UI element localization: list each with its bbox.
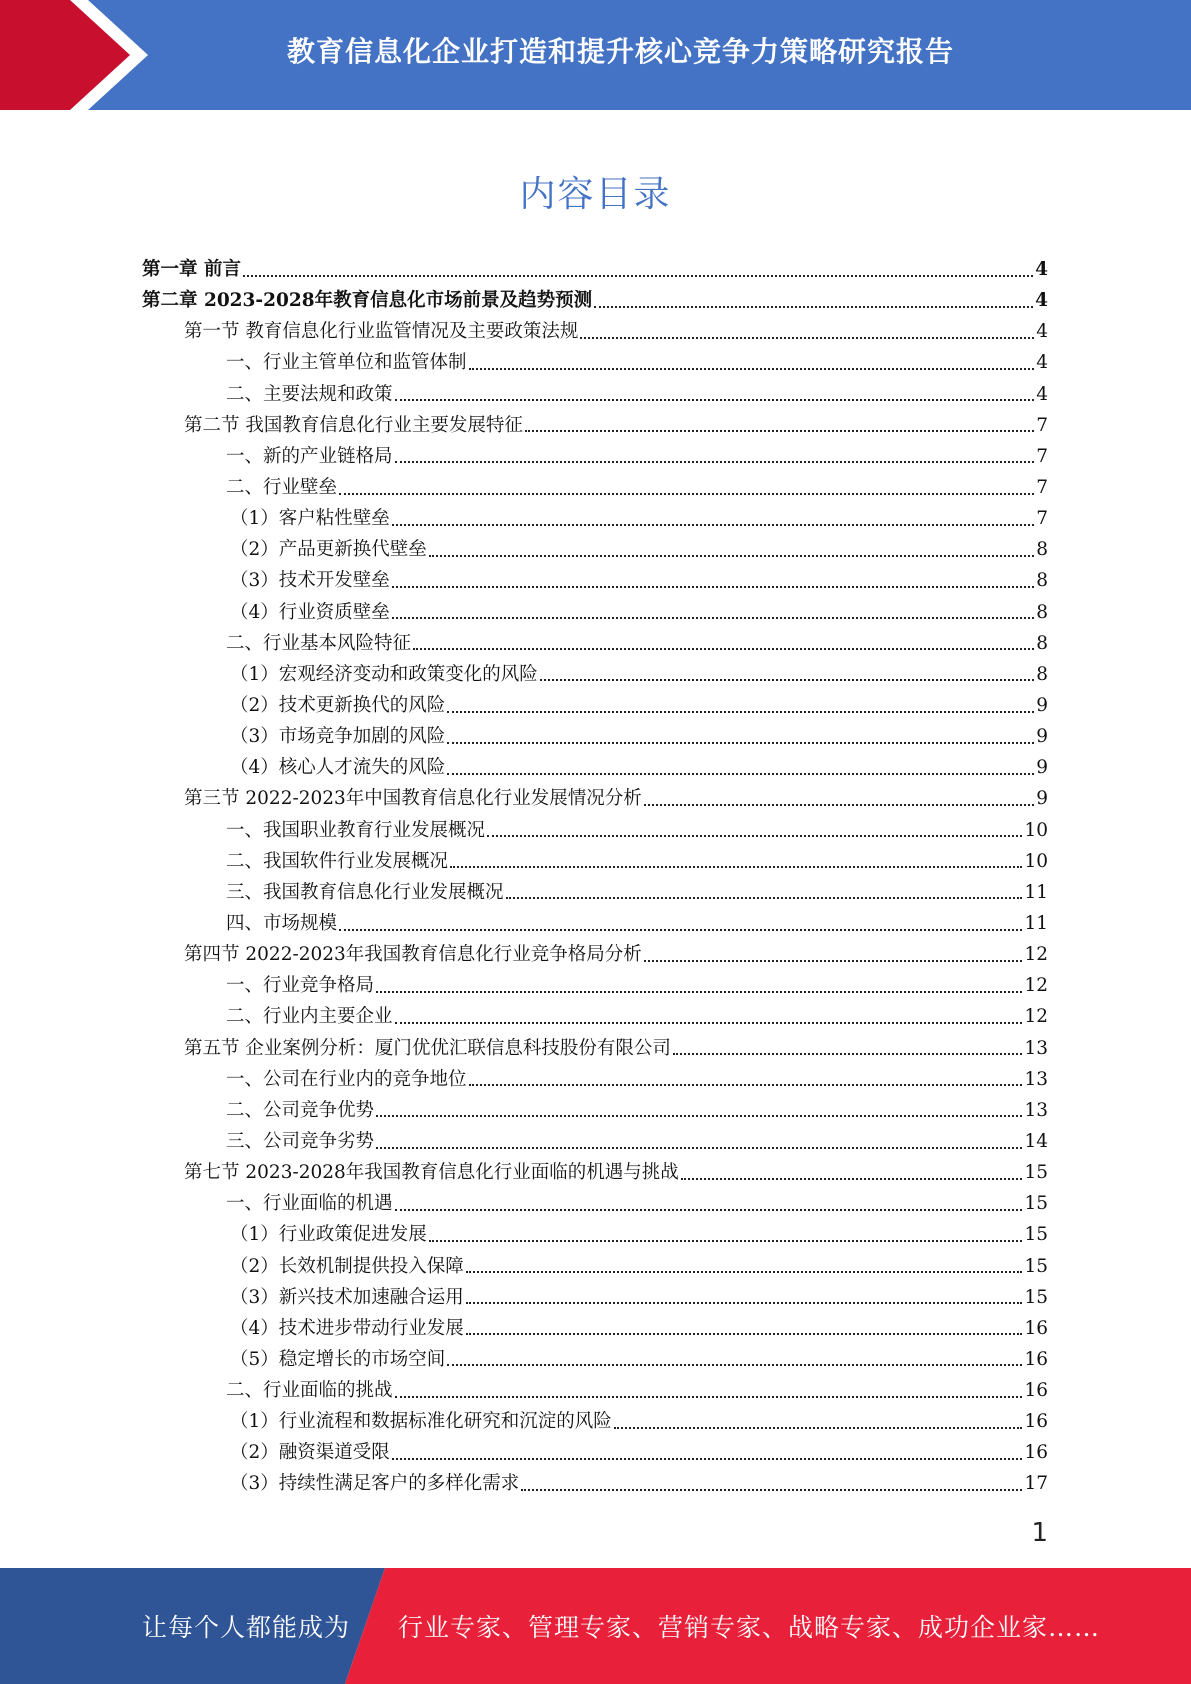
toc-entry-page: 16 [1024,1348,1048,1370]
toc-entry[interactable] [142,1313,1048,1344]
toc-entry[interactable] [142,1188,1048,1219]
toc-dot-leader [450,866,1022,868]
toc-entry-label: （1）宏观经济变动和政策变化的风险 [230,663,538,685]
toc-entry-page: 13 [1024,1037,1048,1059]
toc-entry-page: 4 [1036,352,1048,374]
toc-entry-page: 7 [1036,476,1048,498]
toc-dot-leader [594,306,1033,308]
toc-entry-label: （1）行业政策促进发展 [230,1224,427,1246]
toc-entry[interactable] [142,783,1048,814]
toc-entry[interactable] [142,1406,1048,1437]
toc-entry-label: 第五节 企业案例分析：厦门优优汇联信息科技股份有限公司 [184,1037,671,1059]
page-number: 1 [1031,1518,1048,1548]
toc-entry-label: （3）新兴技术加速融合运用 [230,1286,464,1308]
toc-entry-page: 9 [1036,757,1048,779]
toc-entry-page: 13 [1024,1099,1048,1121]
toc-entry-label: 二、我国软件行业发展概况 [226,850,449,872]
toc-dot-leader [447,773,1034,775]
toc-dot-leader [376,1147,1022,1149]
toc-entry-label: 一、公司在行业内的竞争地位 [226,1068,467,1090]
toc-dot-leader [395,461,1035,463]
toc-entry-page: 11 [1024,881,1048,903]
toc-entry[interactable] [142,347,1048,378]
toc-dot-leader [339,493,1034,495]
toc-entry-label: 四、市场规模 [226,912,338,934]
toc-entry-label: （4）技术进步带动行业发展 [230,1317,464,1339]
footer-band [0,1568,1191,1684]
toc-dot-leader [413,648,1034,650]
toc-dot-leader [469,1084,1023,1086]
toc-dot-leader [447,1364,1022,1366]
toc-entry-page: 9 [1036,694,1048,716]
toc-dot-leader [466,1333,1023,1335]
toc-entry-page: 15 [1024,1255,1048,1277]
toc-entry[interactable] [142,565,1048,596]
toc-dot-leader [395,1396,1023,1398]
toc-entry-label: 一、行业主管单位和监管体制 [226,352,467,374]
toc-entry[interactable] [142,939,1048,970]
table-of-contents [142,254,1048,1500]
toc-dot-leader [521,1489,1022,1491]
header-band [0,0,1191,110]
toc-entry[interactable] [142,690,1048,721]
toc-entry-page: 12 [1024,944,1048,966]
toc-entry-label: 一、行业竞争格局 [226,975,375,997]
toc-entry-label: 一、新的产业链格局 [226,445,393,467]
toc-entry-label: （2）产品更新换代壁垒 [230,539,427,561]
toc-entry-page: 12 [1024,1006,1048,1028]
toc-entry-label: （3）市场竞争加剧的风险 [230,726,446,748]
toc-dot-leader [466,1271,1023,1273]
toc-entry-label: 二、行业基本风险特征 [226,632,412,654]
toc-entry-page: 4 [1035,259,1048,280]
toc-dot-leader [447,742,1034,744]
toc-entry[interactable] [142,254,1048,285]
toc-entry-label: 三、我国教育信息化行业发展概况 [226,881,504,903]
toc-dot-leader [644,804,1034,806]
toc-heading: 内容目录 [519,174,672,215]
toc-entry-page: 7 [1036,445,1048,467]
toc-entry-label: （5）稳定增长的市场空间 [230,1348,446,1370]
toc-dot-leader [429,1240,1023,1242]
toc-entry-page: 4 [1035,290,1048,312]
toc-entry-label: （4）行业资质壁垒 [230,601,390,623]
toc-dot-leader [376,1115,1022,1117]
toc-entry[interactable] [142,1095,1048,1126]
toc-entry-page: 11 [1024,912,1048,934]
toc-dot-leader [395,1022,1023,1024]
toc-entry-label: 二、行业内主要企业 [226,1006,393,1028]
toc-dot-leader [614,1427,1023,1429]
toc-dot-leader [525,430,1034,432]
toc-entry-page: 8 [1036,632,1048,654]
toc-dot-leader [392,617,1034,619]
toc-entry[interactable] [142,503,1048,534]
toc-dot-leader [429,555,1034,557]
toc-entry-label: （1）客户粘性壁垒 [230,508,390,530]
toc-entry[interactable] [142,1344,1048,1375]
toc-entry[interactable] [142,752,1048,783]
toc-entry-label: 第二章 2023-2028年教育信息化市场前景及趋势预测 [142,290,593,312]
toc-entry-page: 15 [1024,1286,1048,1308]
toc-entry-label: 二、公司竞争优势 [226,1099,375,1121]
toc-dot-leader [506,897,1023,899]
toc-entry[interactable] [142,472,1048,503]
toc-entry[interactable] [142,1064,1048,1095]
toc-entry-page: 15 [1024,1193,1048,1215]
toc-entry-page: 10 [1024,819,1048,841]
toc-dot-leader [395,399,1035,401]
toc-entry-page: 7 [1036,414,1048,436]
toc-entry[interactable] [142,1251,1048,1282]
toc-dot-leader [243,275,1033,277]
toc-entry-label: （3）持续性满足客户的多样化需求 [230,1473,520,1495]
toc-entry-label: 三、公司竞争劣势 [226,1130,375,1152]
toc-entry[interactable] [142,316,1048,347]
toc-entry[interactable] [142,815,1048,846]
toc-entry-label: 第二节 我国教育信息化行业主要发展特征 [184,414,523,436]
toc-entry[interactable] [142,597,1048,628]
toc-entry[interactable] [142,285,1048,316]
toc-dot-leader [392,1458,1023,1460]
toc-entry-page: 9 [1036,788,1048,810]
toc-dot-leader [681,1178,1023,1180]
toc-entry[interactable] [142,1033,1048,1064]
toc-entry-label: 一、我国职业教育行业发展概况 [226,819,486,841]
toc-entry[interactable] [142,877,1048,908]
toc-dot-leader [540,679,1034,681]
toc-entry[interactable] [142,1437,1048,1468]
toc-entry-label: 一、行业面临的机遇 [226,1193,393,1215]
toc-entry-label: 第一章 前言 [142,259,241,280]
toc-entry-page: 17 [1024,1473,1048,1495]
toc-entry-page: 16 [1024,1380,1048,1402]
toc-dot-leader [487,835,1022,837]
toc-entry-page: 15 [1024,1224,1048,1246]
toc-entry[interactable] [142,1126,1048,1157]
toc-entry[interactable] [142,1282,1048,1313]
toc-entry-page: 13 [1024,1068,1048,1090]
toc-entry-page: 8 [1036,663,1048,685]
toc-entry-label: （4）核心人才流失的风险 [230,757,446,779]
toc-dot-leader [392,524,1034,526]
toc-dot-leader [392,586,1034,588]
toc-entry[interactable] [142,970,1048,1001]
toc-entry[interactable] [142,659,1048,690]
toc-entry-page: 9 [1036,726,1048,748]
toc-entry[interactable] [142,846,1048,877]
toc-dot-leader [466,1302,1023,1304]
toc-entry-label: （2）融资渠道受限 [230,1442,390,1464]
toc-entry-page: 16 [1024,1442,1048,1464]
toc-entry-page: 15 [1024,1162,1048,1184]
toc-entry-page: 8 [1036,570,1048,592]
toc-entry-page: 16 [1024,1317,1048,1339]
toc-entry-page: 4 [1036,383,1048,405]
toc-entry-label: 第七节 2023-2028年我国教育信息化行业面临的机遇与挑战 [184,1162,679,1184]
toc-dot-leader [580,337,1034,339]
toc-entry[interactable] [142,908,1048,939]
toc-entry-label: （2）技术更新换代的风险 [230,694,446,716]
toc-entry[interactable] [142,1157,1048,1188]
toc-entry-label: 二、主要法规和政策 [226,383,393,405]
toc-entry-label: （1）行业流程和数据标准化研究和沉淀的风险 [230,1411,612,1433]
toc-entry-page: 16 [1024,1411,1048,1433]
toc-entry[interactable] [142,1219,1048,1250]
toc-entry-page: 8 [1036,539,1048,561]
toc-dot-leader [447,711,1034,713]
toc-entry-label: 二、行业面临的挑战 [226,1380,393,1402]
toc-entry[interactable] [142,379,1048,410]
toc-entry[interactable] [142,534,1048,565]
toc-entry-page: 12 [1024,975,1048,997]
toc-entry-page: 7 [1036,508,1048,530]
toc-dot-leader [644,960,1023,962]
toc-entry-label: （2）长效机制提供投入保障 [230,1255,464,1277]
toc-entry-page: 10 [1024,850,1048,872]
toc-entry-label: 第一节 教育信息化行业监管情况及主要政策法规 [184,321,579,343]
toc-dot-leader [395,1209,1023,1211]
toc-entry[interactable] [142,410,1048,441]
toc-entry-label: （3）技术开发壁垒 [230,570,390,592]
toc-entry[interactable] [142,1375,1048,1406]
toc-entry[interactable] [142,1001,1048,1032]
toc-entry-page: 14 [1024,1130,1048,1152]
footer-slogan-left: 让每个人都能成为 [142,1613,351,1642]
toc-entry-page: 4 [1036,321,1048,343]
report-title: 教育信息化企业打造和提升核心竞争力策略研究报告 [286,35,954,68]
toc-entry[interactable] [142,441,1048,472]
toc-entry-label: 第四节 2022-2023年我国教育信息化行业竞争格局分析 [184,944,642,966]
toc-dot-leader [376,991,1022,993]
toc-entry-label: 第三节 2022-2023年中国教育信息化行业发展情况分析 [184,788,642,810]
toc-dot-leader [673,1053,1023,1055]
toc-entry[interactable] [142,628,1048,659]
toc-entry-page: 8 [1036,601,1048,623]
toc-dot-leader [339,929,1022,931]
toc-entry[interactable] [142,1468,1048,1499]
footer-slogan-right: 行业专家、管理专家、营销专家、战略专家、成功企业家…… [398,1613,1101,1642]
toc-entry[interactable] [142,721,1048,752]
toc-dot-leader [469,368,1035,370]
toc-entry-label: 二、行业壁垒 [226,476,338,498]
